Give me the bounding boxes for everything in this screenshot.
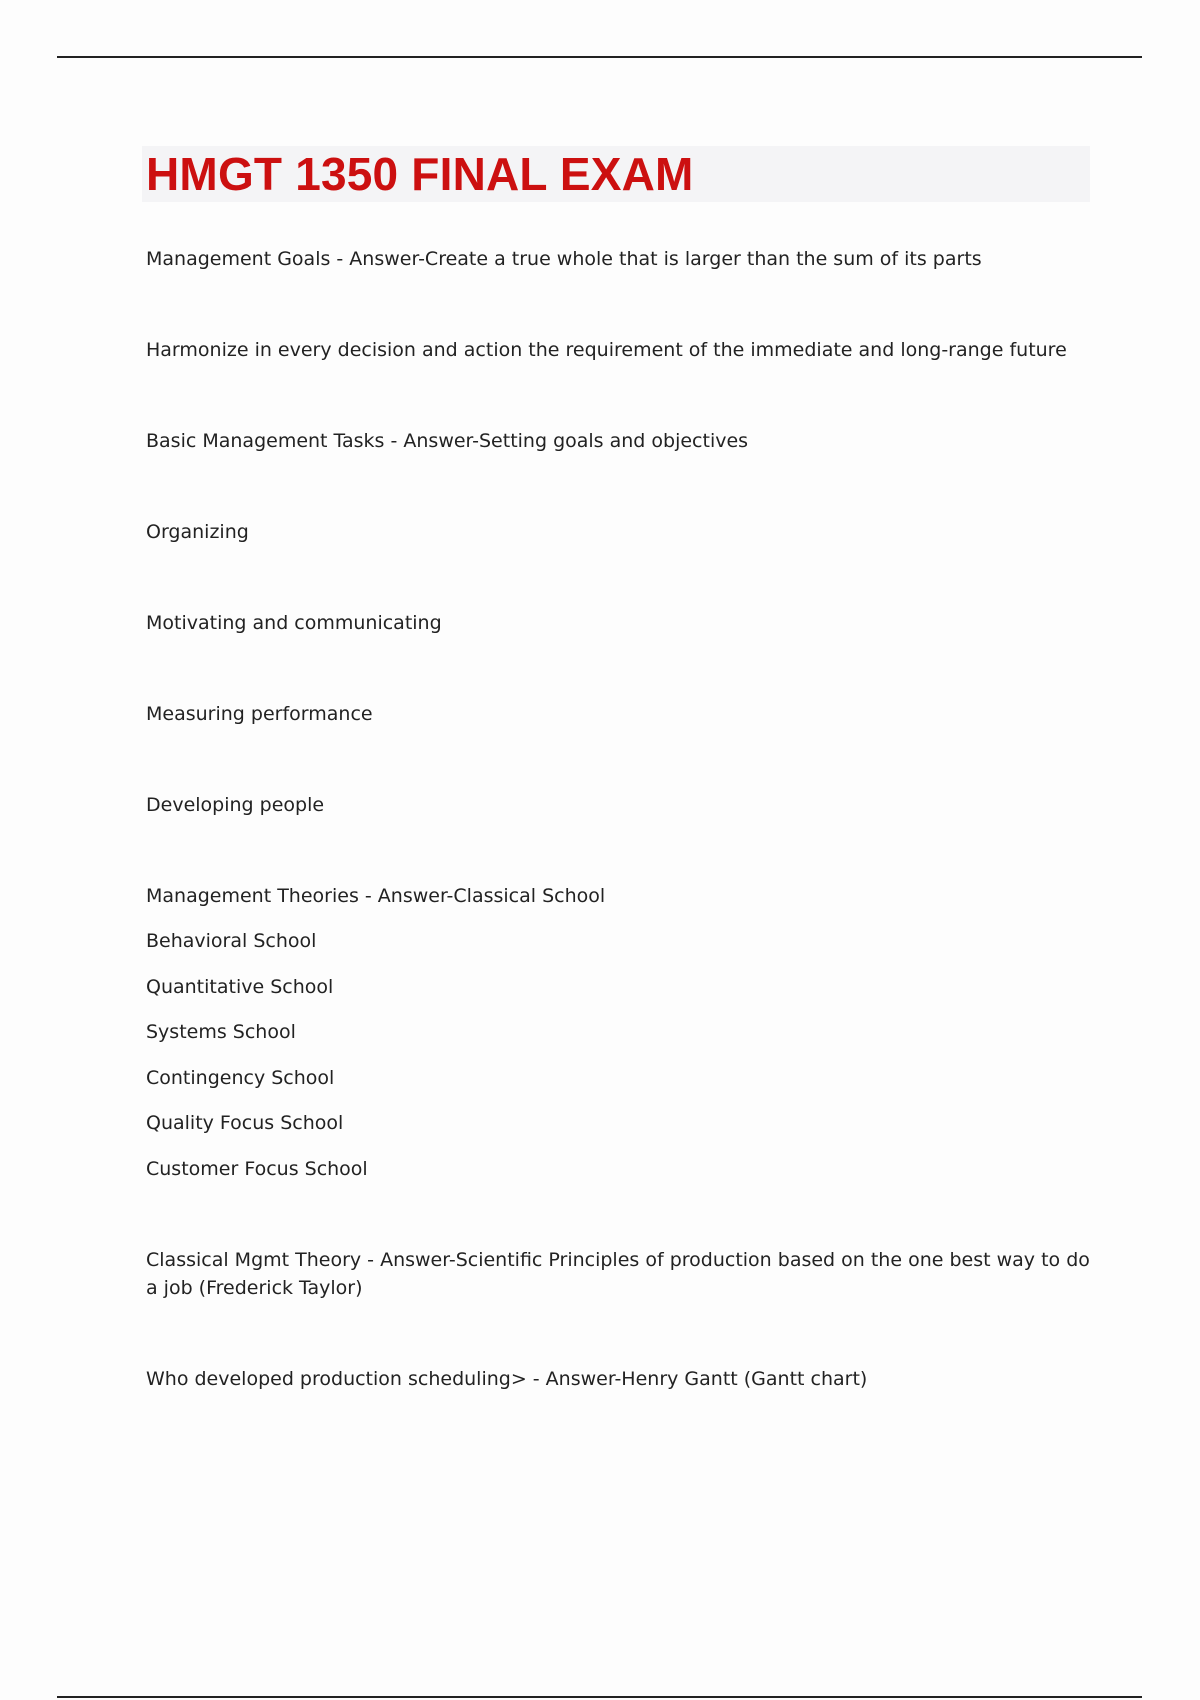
text-line: Who developed production scheduling> - Answer-Henry Gantt (Gantt chart) — [146, 1368, 868, 1390]
text-line: Motivating and communicating — [146, 612, 442, 634]
text-line: Quantitative School — [146, 976, 334, 998]
text-line: Systems School — [146, 1021, 296, 1043]
text-line: Basic Management Tasks - Answer-Setting goals and objectives — [146, 430, 749, 452]
text-line: Behavioral School — [146, 930, 317, 952]
text-line: Measuring performance — [146, 703, 373, 725]
top-divider — [57, 56, 1142, 58]
text-line: Management Theories - Answer-Classical School — [146, 885, 606, 907]
text-line: Classical Mgmt Theory - Answer-Scientific Principles of production based on the one best way to do a job (Frederick Taylor) — [146, 1249, 1090, 1299]
text-line: Developing people — [146, 794, 325, 816]
document-title: HMGT 1350 FINAL EXAM — [146, 148, 694, 200]
text-line: Management Goals - Answer-Create a true whole that is larger than the sum of its parts — [146, 248, 982, 270]
text-line: Harmonize in every decision and action the requirement of the immediate and long-range future — [146, 339, 1067, 361]
text-line: Organizing — [146, 521, 249, 543]
text-line: Customer Focus School — [146, 1158, 368, 1180]
bottom-divider — [57, 1696, 1142, 1698]
text-line: Contingency School — [146, 1067, 335, 1089]
text-line: Quality Focus School — [146, 1112, 344, 1134]
